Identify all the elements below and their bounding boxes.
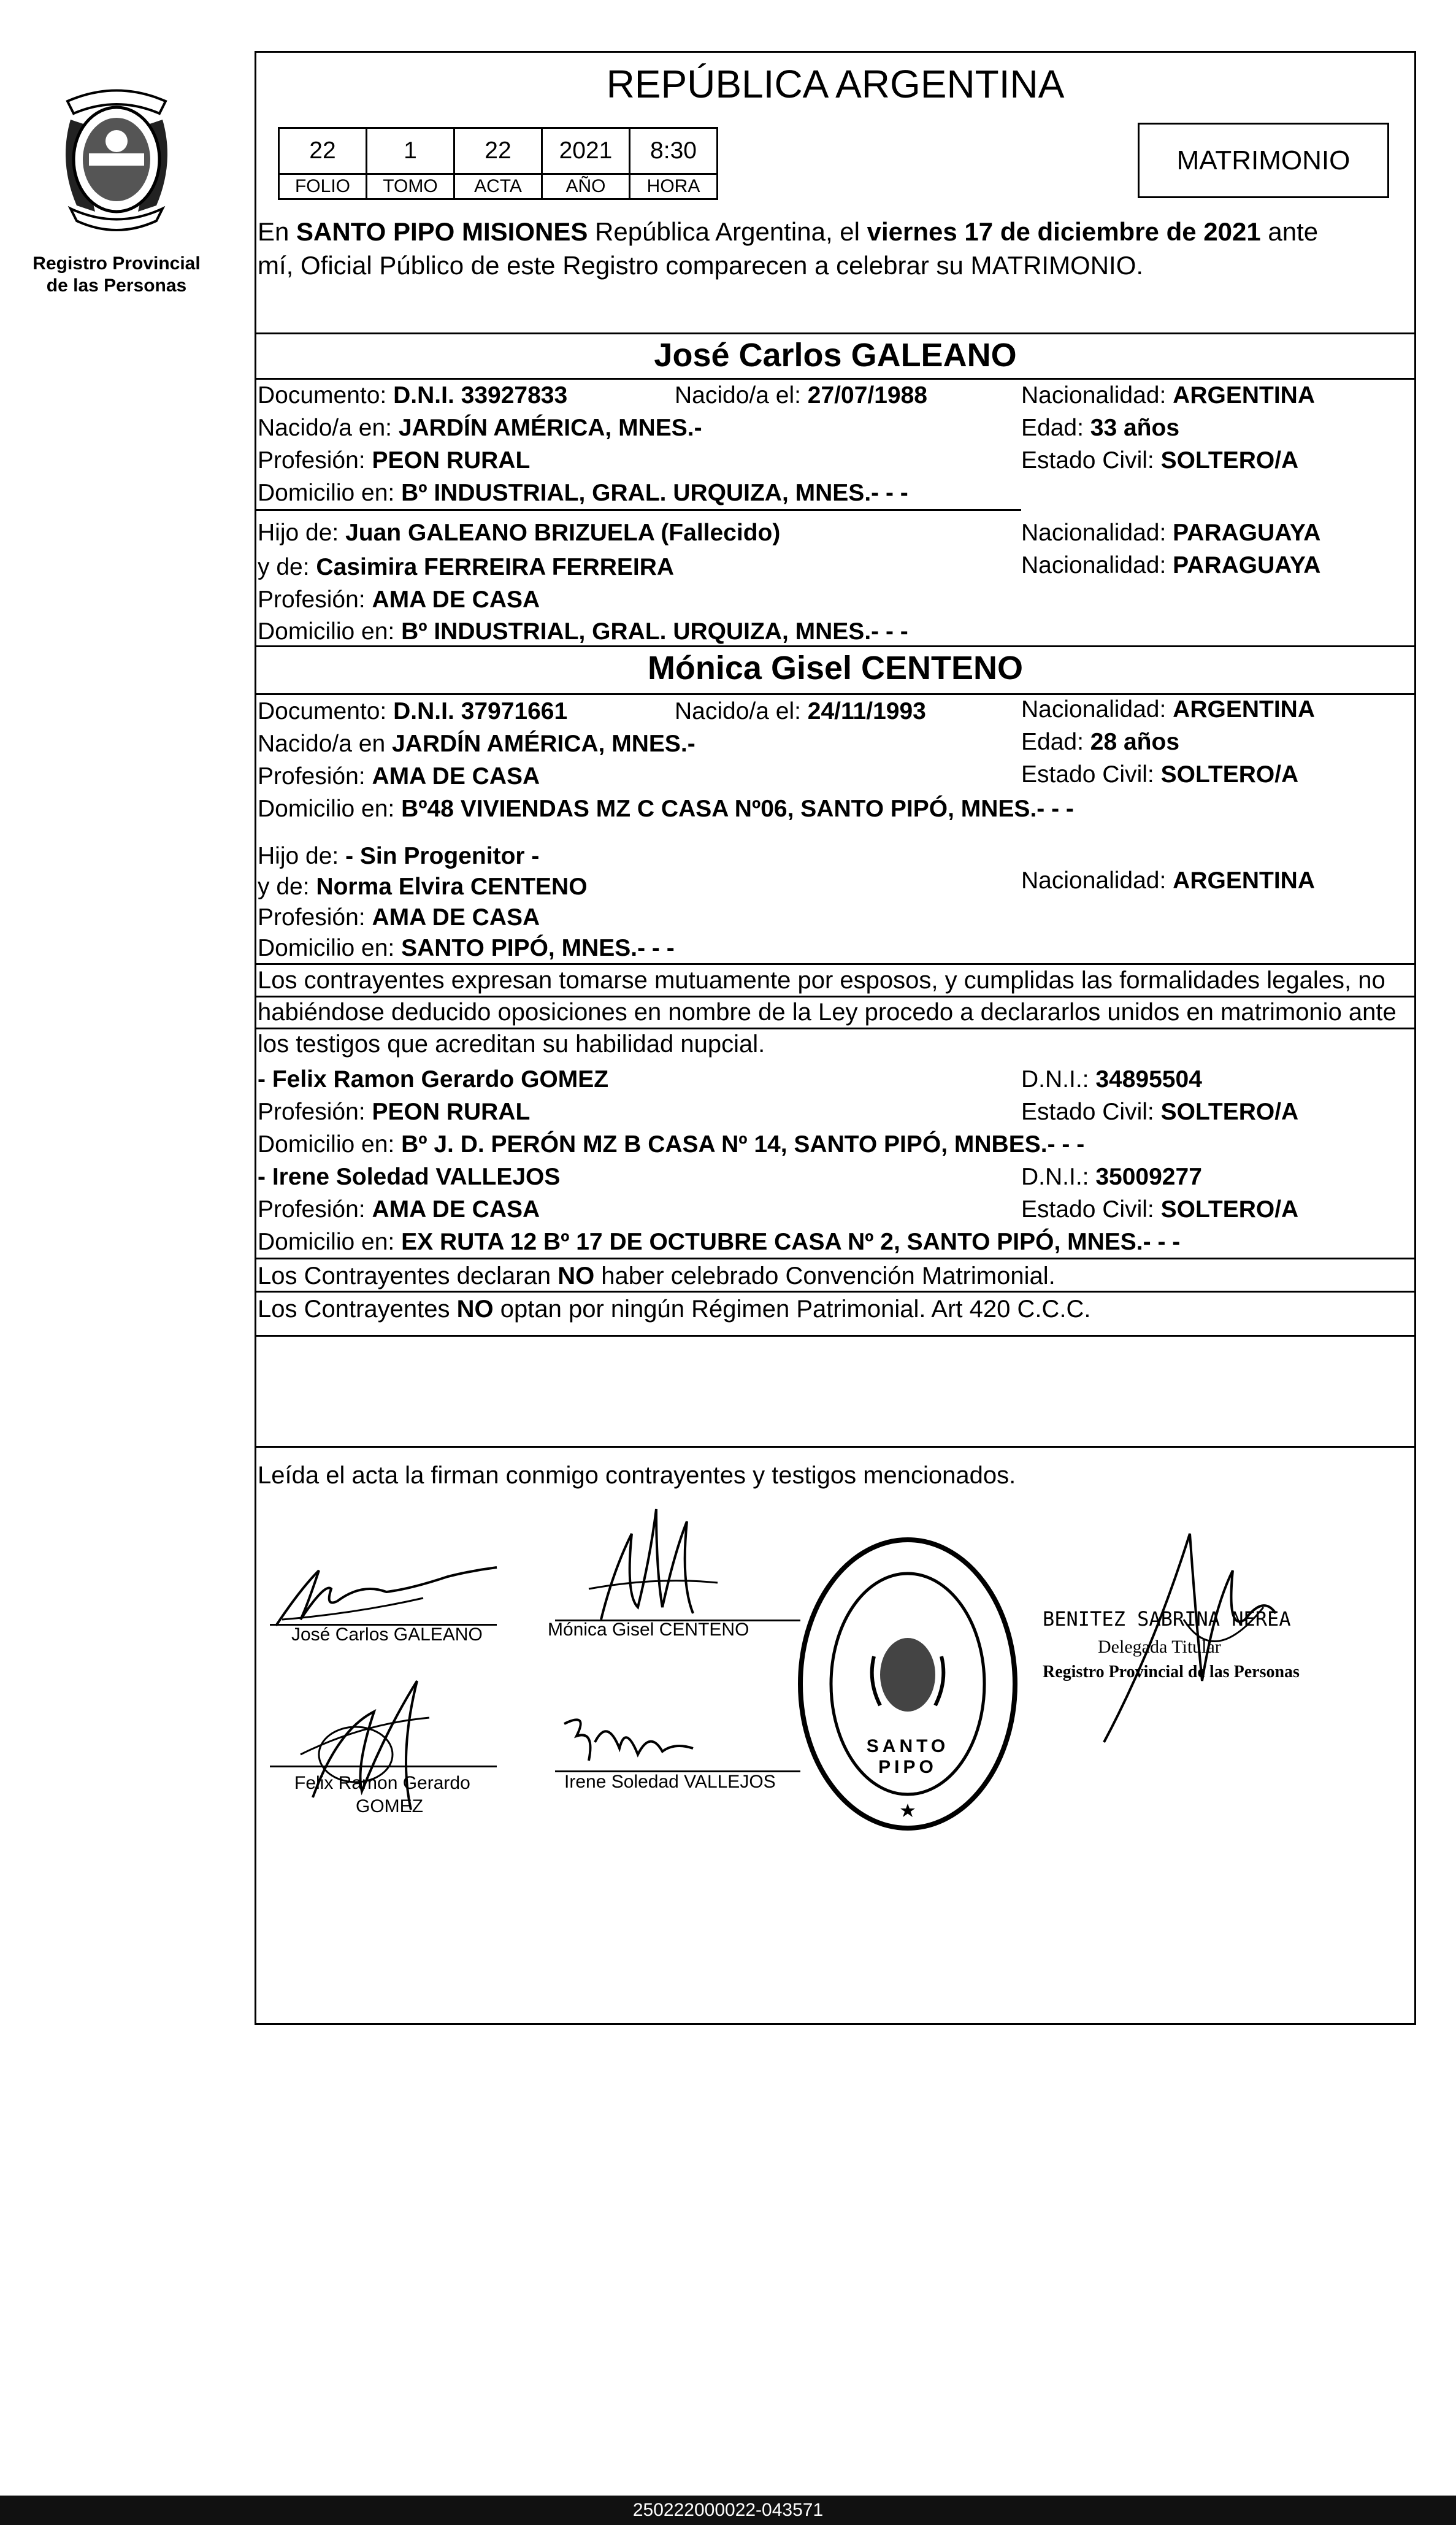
type-label: MATRIMONIO — [1176, 145, 1351, 175]
registry-name-line2: de las Personas — [46, 275, 187, 296]
convention-text: Los Contrayentes declaran — [258, 1262, 558, 1289]
bride-signature-label: Mónica Gisel CENTENO — [548, 1620, 749, 1640]
intro-text: ante — [1260, 217, 1319, 246]
type-box — [1138, 123, 1389, 198]
bride-mother: Norma Elvira CENTENO — [316, 874, 588, 900]
label: Profesión: — [258, 447, 366, 474]
country-title: REPÚBLICA ARGENTINA — [606, 62, 1065, 106]
witness1-address: Bº J. D. PERÓN MZ B CASA Nº 14, SANTO PIPÓ, MNBES.- - - — [401, 1131, 1085, 1158]
label: Nacido/a el: — [675, 382, 801, 409]
label: y de: — [258, 874, 310, 900]
witness1-signature-label-2: GOMEZ — [356, 1796, 423, 1816]
witness1-name: - Felix Ramon Gerardo GOMEZ — [258, 1066, 609, 1093]
declaration-line3: los testigos que acreditan su habilidad nupcial. — [258, 1031, 765, 1058]
label: Edad: — [1021, 415, 1084, 441]
label: Domicilio en: — [258, 935, 395, 961]
groom-name: José Carlos GALEANO — [654, 337, 1017, 374]
bride-nationality: ARGENTINA — [1173, 696, 1316, 723]
bride-name: Mónica Gisel CENTENO — [647, 650, 1024, 686]
groom-mother-nationality: PARAGUAYA — [1173, 552, 1321, 578]
groom-father-nationality: PARAGUAYA — [1173, 520, 1321, 546]
groom-civil-status: SOLTERO/A — [1160, 447, 1299, 474]
label: D.N.I.: — [1021, 1066, 1089, 1093]
bride-mother-nationality: ARGENTINA — [1173, 867, 1316, 894]
officer-org: Registro Provincial de las Personas — [1043, 1662, 1300, 1681]
groom-mother: Casimira FERREIRA FERREIRA — [316, 554, 675, 580]
province-seal-logo — [46, 83, 187, 236]
groom-address: Bº INDUSTRIAL, GRAL. URQUIZA, MNES.- - - — [401, 480, 908, 506]
groom-profession: PEON RURAL — [372, 447, 531, 474]
intro-line2: mí, Oficial Público de este Registro comparecen a celebrar su MATRIMONIO. — [258, 251, 1144, 280]
label: Domicilio en: — [258, 480, 395, 506]
groom-signature — [264, 1534, 509, 1632]
intro-date: viernes 17 de diciembre de 2021 — [867, 217, 1261, 246]
signatures-intro: Leída el acta la firman conmigo contrayentes y testigos mencionados. — [258, 1462, 1016, 1489]
label: Nacionalidad: — [1021, 867, 1167, 894]
label: Documento: — [258, 698, 387, 724]
label: Nacionalidad: — [1021, 552, 1167, 578]
witness2-civil-status: SOLTERO/A — [1160, 1196, 1299, 1223]
declaration-line1: Los contrayentes expresan tomarse mutuamente por esposos, y cumplidas las formalidades legales, no — [258, 967, 1385, 994]
label: Hijo de: — [258, 520, 339, 546]
groom-nationality: ARGENTINA — [1173, 382, 1316, 409]
label: Nacionalidad: — [1021, 696, 1167, 723]
label: Profesión: — [258, 1196, 366, 1223]
tomo-label: TOMO — [367, 174, 454, 199]
groom-father: Juan GALEANO BRIZUELA (Fallecido) — [345, 520, 781, 546]
anio-label: AÑO — [542, 174, 630, 199]
label: Profesión: — [258, 904, 366, 931]
label: Nacido/a el: — [675, 698, 801, 724]
groom-birthdate: 27/07/1988 — [807, 382, 927, 409]
label: Nacionalidad: — [1021, 382, 1167, 409]
witness2-dni: 35009277 — [1095, 1164, 1202, 1190]
label: Nacionalidad: — [1021, 520, 1167, 546]
witness1-profession: PEON RURAL — [372, 1099, 531, 1125]
officer-signature — [1030, 1497, 1337, 1767]
witness2-signature-label: Irene Soledad VALLEJOS — [564, 1772, 776, 1792]
bride-birthdate: 24/11/1993 — [807, 698, 926, 724]
official-stamp — [794, 1534, 1021, 1834]
folio-value: 22 — [279, 128, 367, 174]
witness2-name: - Irene Soledad VALLEJOS — [258, 1164, 561, 1190]
hora-value: 8:30 — [630, 128, 718, 174]
officer-title: Delegada Titular — [1098, 1637, 1221, 1657]
label: Nacido/a en: — [258, 415, 392, 441]
acta-label: ACTA — [454, 174, 542, 199]
label: y de: — [258, 554, 310, 580]
label: Nacido/a en — [258, 731, 386, 757]
label: Estado Civil: — [1021, 447, 1154, 474]
label: Domicilio en: — [258, 796, 395, 822]
bride-address: Bº48 VIVIENDAS MZ C CASA Nº06, SANTO PIPÓ, MNES.- - - — [401, 796, 1074, 822]
label: D.N.I.: — [1021, 1164, 1089, 1190]
bride-parents-address: SANTO PIPÓ, MNES.- - - — [401, 935, 675, 961]
regime-text: optan por ningún Régimen Patrimonial. Art 420 C.C.C. — [493, 1296, 1091, 1323]
bride-parents-profession: AMA DE CASA — [372, 904, 540, 931]
label: Profesión: — [258, 1099, 366, 1125]
anio-value: 2021 — [542, 128, 630, 174]
label: Domicilio en: — [258, 1131, 395, 1158]
hora-label: HORA — [630, 174, 718, 199]
registry-name-line1: Registro Provincial — [33, 253, 201, 274]
witness1-civil-status: SOLTERO/A — [1160, 1099, 1299, 1125]
intro-text: República Argentina, el — [588, 217, 867, 246]
bride-signature — [564, 1497, 748, 1638]
groom-birthplace: JARDÍN AMÉRICA, MNES.- — [398, 415, 702, 441]
convention-text: haber celebrado Convención Matrimonial. — [594, 1262, 1056, 1289]
witness2-signature — [552, 1705, 711, 1773]
label: Domicilio en: — [258, 618, 395, 645]
label: Hijo de: — [258, 843, 339, 869]
intro-place: SANTO PIPO MISIONES — [296, 217, 588, 246]
label: Profesión: — [258, 763, 366, 790]
stamp-place: SANTO PIPO — [866, 1736, 949, 1777]
declaration-line2: habiéndose deducido oposiciones en nombre de la Ley procedo a declararlos unidos en matrimonio ante — [258, 999, 1397, 1026]
witness2-address: EX RUTA 12 Bº 17 DE OCTUBRE CASA Nº 2, SANTO PIPÓ, MNES.- - - — [401, 1229, 1181, 1255]
convention-no: NO — [557, 1262, 595, 1289]
label: Profesión: — [258, 586, 366, 613]
label: Estado Civil: — [1021, 1196, 1154, 1223]
bride-age: 28 años — [1090, 729, 1180, 755]
regime-text: Los Contrayentes — [258, 1296, 457, 1323]
groom-signature-label: José Carlos GALEANO — [291, 1624, 483, 1645]
document-footer-id: 250222000022-043571 — [0, 2496, 1456, 2525]
label: Domicilio en: — [258, 1229, 395, 1255]
bride-profession: AMA DE CASA — [372, 763, 540, 790]
witness2-profession: AMA DE CASA — [372, 1196, 540, 1223]
label: Documento: — [258, 382, 387, 409]
bride-civil-status: SOLTERO/A — [1160, 761, 1299, 788]
acta-value: 22 — [454, 128, 542, 174]
bride-father: - Sin Progenitor - — [345, 843, 540, 869]
label: Edad: — [1021, 729, 1084, 755]
label: Estado Civil: — [1021, 1099, 1154, 1125]
officer-name: BENITEZ SABRINA NEREA — [1043, 1607, 1291, 1631]
witness1-signature-label-1: Felix Ramon Gerardo — [294, 1773, 470, 1793]
groom-dni: D.N.I. 33927833 — [393, 382, 568, 409]
record-table — [278, 127, 718, 200]
bride-dni: D.N.I. 37971661 — [393, 698, 568, 724]
folio-label: FOLIO — [279, 174, 367, 199]
witness1-dni: 34895504 — [1095, 1066, 1202, 1093]
groom-parents-profession: AMA DE CASA — [372, 586, 540, 613]
intro-text: En — [258, 217, 297, 246]
tomo-value: 1 — [367, 128, 454, 174]
bride-birthplace: JARDÍN AMÉRICA, MNES.- — [391, 731, 695, 757]
groom-age: 33 años — [1090, 415, 1180, 441]
groom-parents-address: Bº INDUSTRIAL, GRAL. URQUIZA, MNES.- - - — [401, 618, 908, 645]
label: Estado Civil: — [1021, 761, 1154, 788]
regime-no: NO — [456, 1296, 494, 1323]
